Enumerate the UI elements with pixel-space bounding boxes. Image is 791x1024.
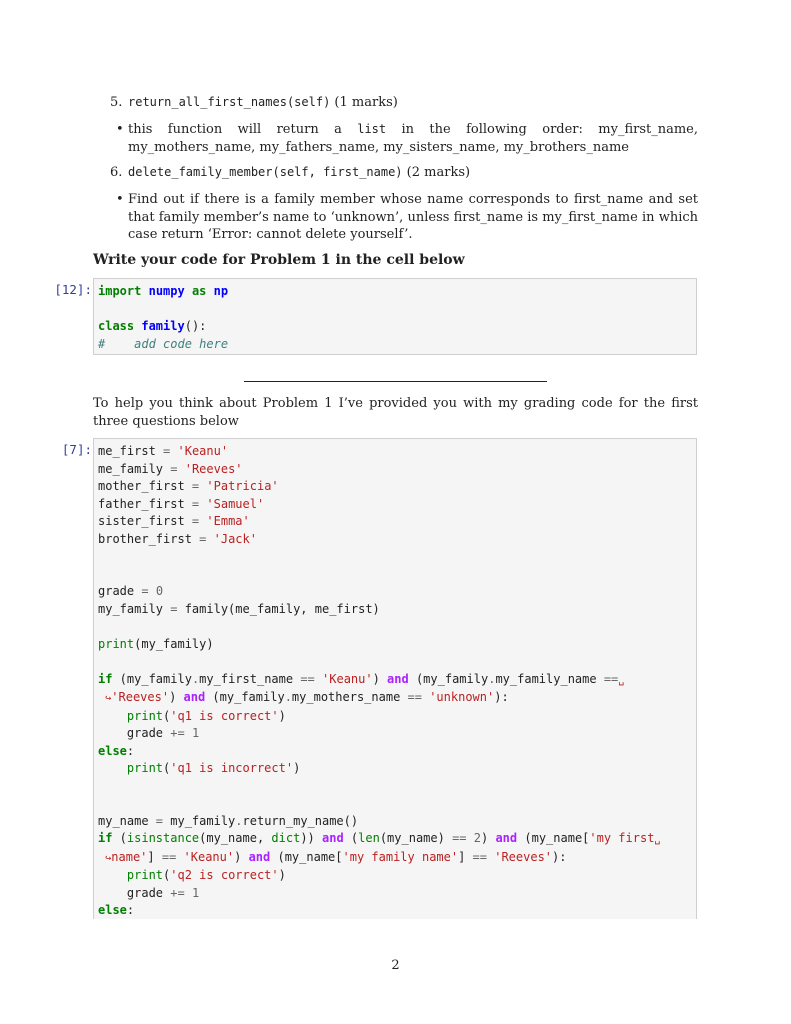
page-number: 2 <box>391 958 400 973</box>
cell-prompt: [7]: <box>61 442 92 457</box>
marks-label: (1 marks) <box>330 95 398 110</box>
cell-prompt: [12]: <box>54 282 92 297</box>
item-5-description <box>128 121 698 156</box>
list-number-5: 5. <box>110 95 123 110</box>
function-signature: delete_family_member(self, first_name) <box>128 165 403 179</box>
description-text-rest: in the following order: my_first_name, my_mothers_name, my_fathers_name, my_sisters_name, my_brothers_name <box>128 122 699 155</box>
list-number-6: 6. <box>110 165 123 180</box>
intro-paragraph: To help you think about Problem 1 I’ve provided you with my grading code for the first three questions below <box>93 396 698 429</box>
section-heading: Write your code for Problem 1 in the cell below <box>93 252 465 268</box>
code-block: me_first = 'Keanu' me_family = 'Reeves' mother_first = 'Patricia' father_first = 'Samuel' sister_first = 'Emma' brother_first = 'Jack' grade = 0 my_family = family(me_family, me_first) print(my_family) if (my_family.my_first_name == 'Keanu') and (my_family.my_family_name ==␣ ↪'Reeves') and (my_family.my_mothers_name == 'unknown'): print('q1 is correct') grade += 1 else: print('q1 is incorrect') my_name = my_family.return_my_name() if (isinstance(my_name, dict)) and (len(my_name) == 2) and (my_name['my first␣ ↪name'] == 'Keanu') and (my_name['my family name'] == 'Reeves'): print('q2 is correct') grade += 1 else: <box>98 444 661 917</box>
item-6-description: Find out if there is a family member whose name corresponds to first_name and set that family member’s name to ‘unknown’, unless first_name is my_first_name in which case return ‘Error: cannot delete yourself’. <box>128 192 698 242</box>
inline-code: list <box>357 122 387 136</box>
code-cell[interactable] <box>93 278 697 355</box>
code-block: import numpy as np class family(): # add code here <box>98 284 229 351</box>
code-cell[interactable] <box>93 438 697 919</box>
function-signature: return_all_first_names(self) <box>128 95 331 109</box>
bullet-icon: • <box>116 122 124 137</box>
bullet-icon: • <box>116 192 124 207</box>
item-6-line <box>128 165 470 180</box>
horizontal-divider <box>244 381 547 382</box>
item-5-line <box>128 95 398 110</box>
description-text: this function will return a <box>128 122 358 137</box>
marks-label: (2 marks) <box>402 165 471 180</box>
